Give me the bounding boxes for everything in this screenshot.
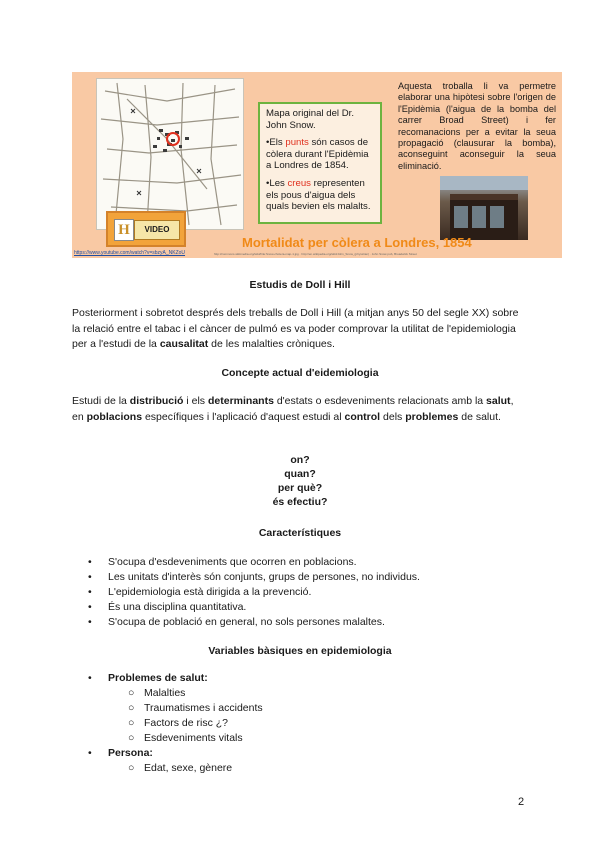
snow-cholera-map	[96, 78, 244, 230]
text-segment: Estudi de la	[72, 395, 130, 407]
question-item: per què?	[277, 482, 323, 494]
list-item: • És una disciplina quantitativa.	[88, 601, 247, 613]
text-segment: específiques i l'aplicació d'aquest estudi al	[142, 410, 345, 423]
bold-term: distribució	[129, 395, 184, 407]
list-item: • S'ocupa de població en general, no sols persones malaltes.	[88, 616, 385, 628]
snow-map-info-box	[258, 102, 382, 224]
text-segment: Posteriorment i sobretot després dels treballs de Doll i Hill (a mitjan anys 50 del segle XX) sobre la relació entre el tabac i el càncer de pulmó es va poder comprovar la utilitat de l'epidemiologia per a l'estudi de la	[72, 307, 519, 350]
cholera-map-drawing	[97, 79, 243, 229]
text-segment: i els	[183, 395, 208, 407]
bold-term: causalitat	[159, 338, 209, 350]
page-number: 2	[518, 796, 525, 808]
variables-list	[88, 671, 263, 776]
variable-subitem: ○ Factors de risc ¿?	[128, 717, 229, 729]
slide-title: Mortalidat per còlera a Londres, 1854	[242, 235, 472, 250]
doll-hill-heading: Estudis de Doll i Hill	[249, 279, 351, 291]
snow-cholera-slide	[72, 72, 562, 258]
text-segment: dels	[380, 410, 406, 423]
bold-term: salut	[486, 395, 511, 407]
bold-term: control	[344, 410, 381, 423]
text-segment: d'estats o esdeveniments relacionats amb la	[273, 395, 487, 407]
history-logo: H	[114, 219, 134, 241]
question-item: on?	[290, 454, 310, 466]
image-credits: http://commons.wikimedia.org/wiki/File:Snow-cholera-map-1.jpg · http://en.wikipedia.org/wiki/John_Snow_(physician) · John Snow pub, Broadwick Street	[214, 252, 417, 256]
variable-subitem: ○ Malalties	[128, 687, 186, 699]
pub-photo-drawing	[440, 176, 528, 240]
bold-term: determinants	[207, 395, 274, 407]
variable-subitem: ○ Traumatismes i accidents	[128, 702, 263, 714]
video-label: VIDEO	[134, 220, 180, 240]
info-title: Mapa original del Dr. John Snow.	[266, 108, 354, 131]
info-creus: •Les creus representen els pous d'aigua dels quals bevien els malalts.	[266, 177, 371, 213]
list-item: • L'epidemiologia està dirigida a la prevenció.	[88, 586, 312, 598]
caracteristiques-heading: Característiques	[258, 527, 342, 539]
john-snow-pub-photo	[440, 176, 528, 240]
variable-category: • Persona:	[88, 747, 153, 759]
text-segment: de les malalties cròniques.	[208, 338, 335, 350]
bold-term: poblacions	[86, 410, 143, 423]
variable-subitem: ○ Esdeveniments vitals	[128, 732, 243, 744]
video-button[interactable]	[106, 211, 186, 247]
caracteristiques-list	[88, 555, 420, 630]
list-item: • S'ocupa d'esdeveniments que ocorren en poblacions.	[88, 556, 357, 568]
list-item: • Les unitats d'interès són conjunts, grups de persones, no individus.	[88, 571, 420, 583]
hypothesis-text: Aquesta troballa li va permetre elaborar una hipòtesi sobre l'origen de l'Epidèmia (l'aigua de la bomba del carrer Broad Street) i fer recomanacions per a evitar la seua propagació (clausurar la bomba), aconseguint aconseguir la seua eliminació.	[398, 81, 556, 171]
question-item: és efectiu?	[272, 496, 328, 508]
variables-heading: Variables bàsiques en epidemiologia	[208, 645, 392, 657]
variable-category: • Problemes de salut:	[88, 672, 208, 684]
info-points: •Els punts són casos de còlera durant l'Epidèmia a Londres de 1854.	[266, 137, 369, 172]
questions-block	[0, 453, 600, 509]
doll-hill-paragraph	[72, 306, 528, 353]
bold-term: problemes	[405, 410, 459, 423]
variable-subitem: ○ Edat, sexe, gènere	[128, 762, 233, 774]
text-segment: de salut.	[458, 410, 501, 423]
video-link[interactable]: https://www.youtube.com/watch?v=sbzyA_NKZoU	[74, 250, 186, 256]
concepte-heading: Concepte actual d'eidemiologia	[221, 367, 379, 379]
text-segment: , en	[72, 395, 514, 423]
question-item: quan?	[284, 468, 316, 480]
concepte-paragraph	[72, 394, 528, 425]
